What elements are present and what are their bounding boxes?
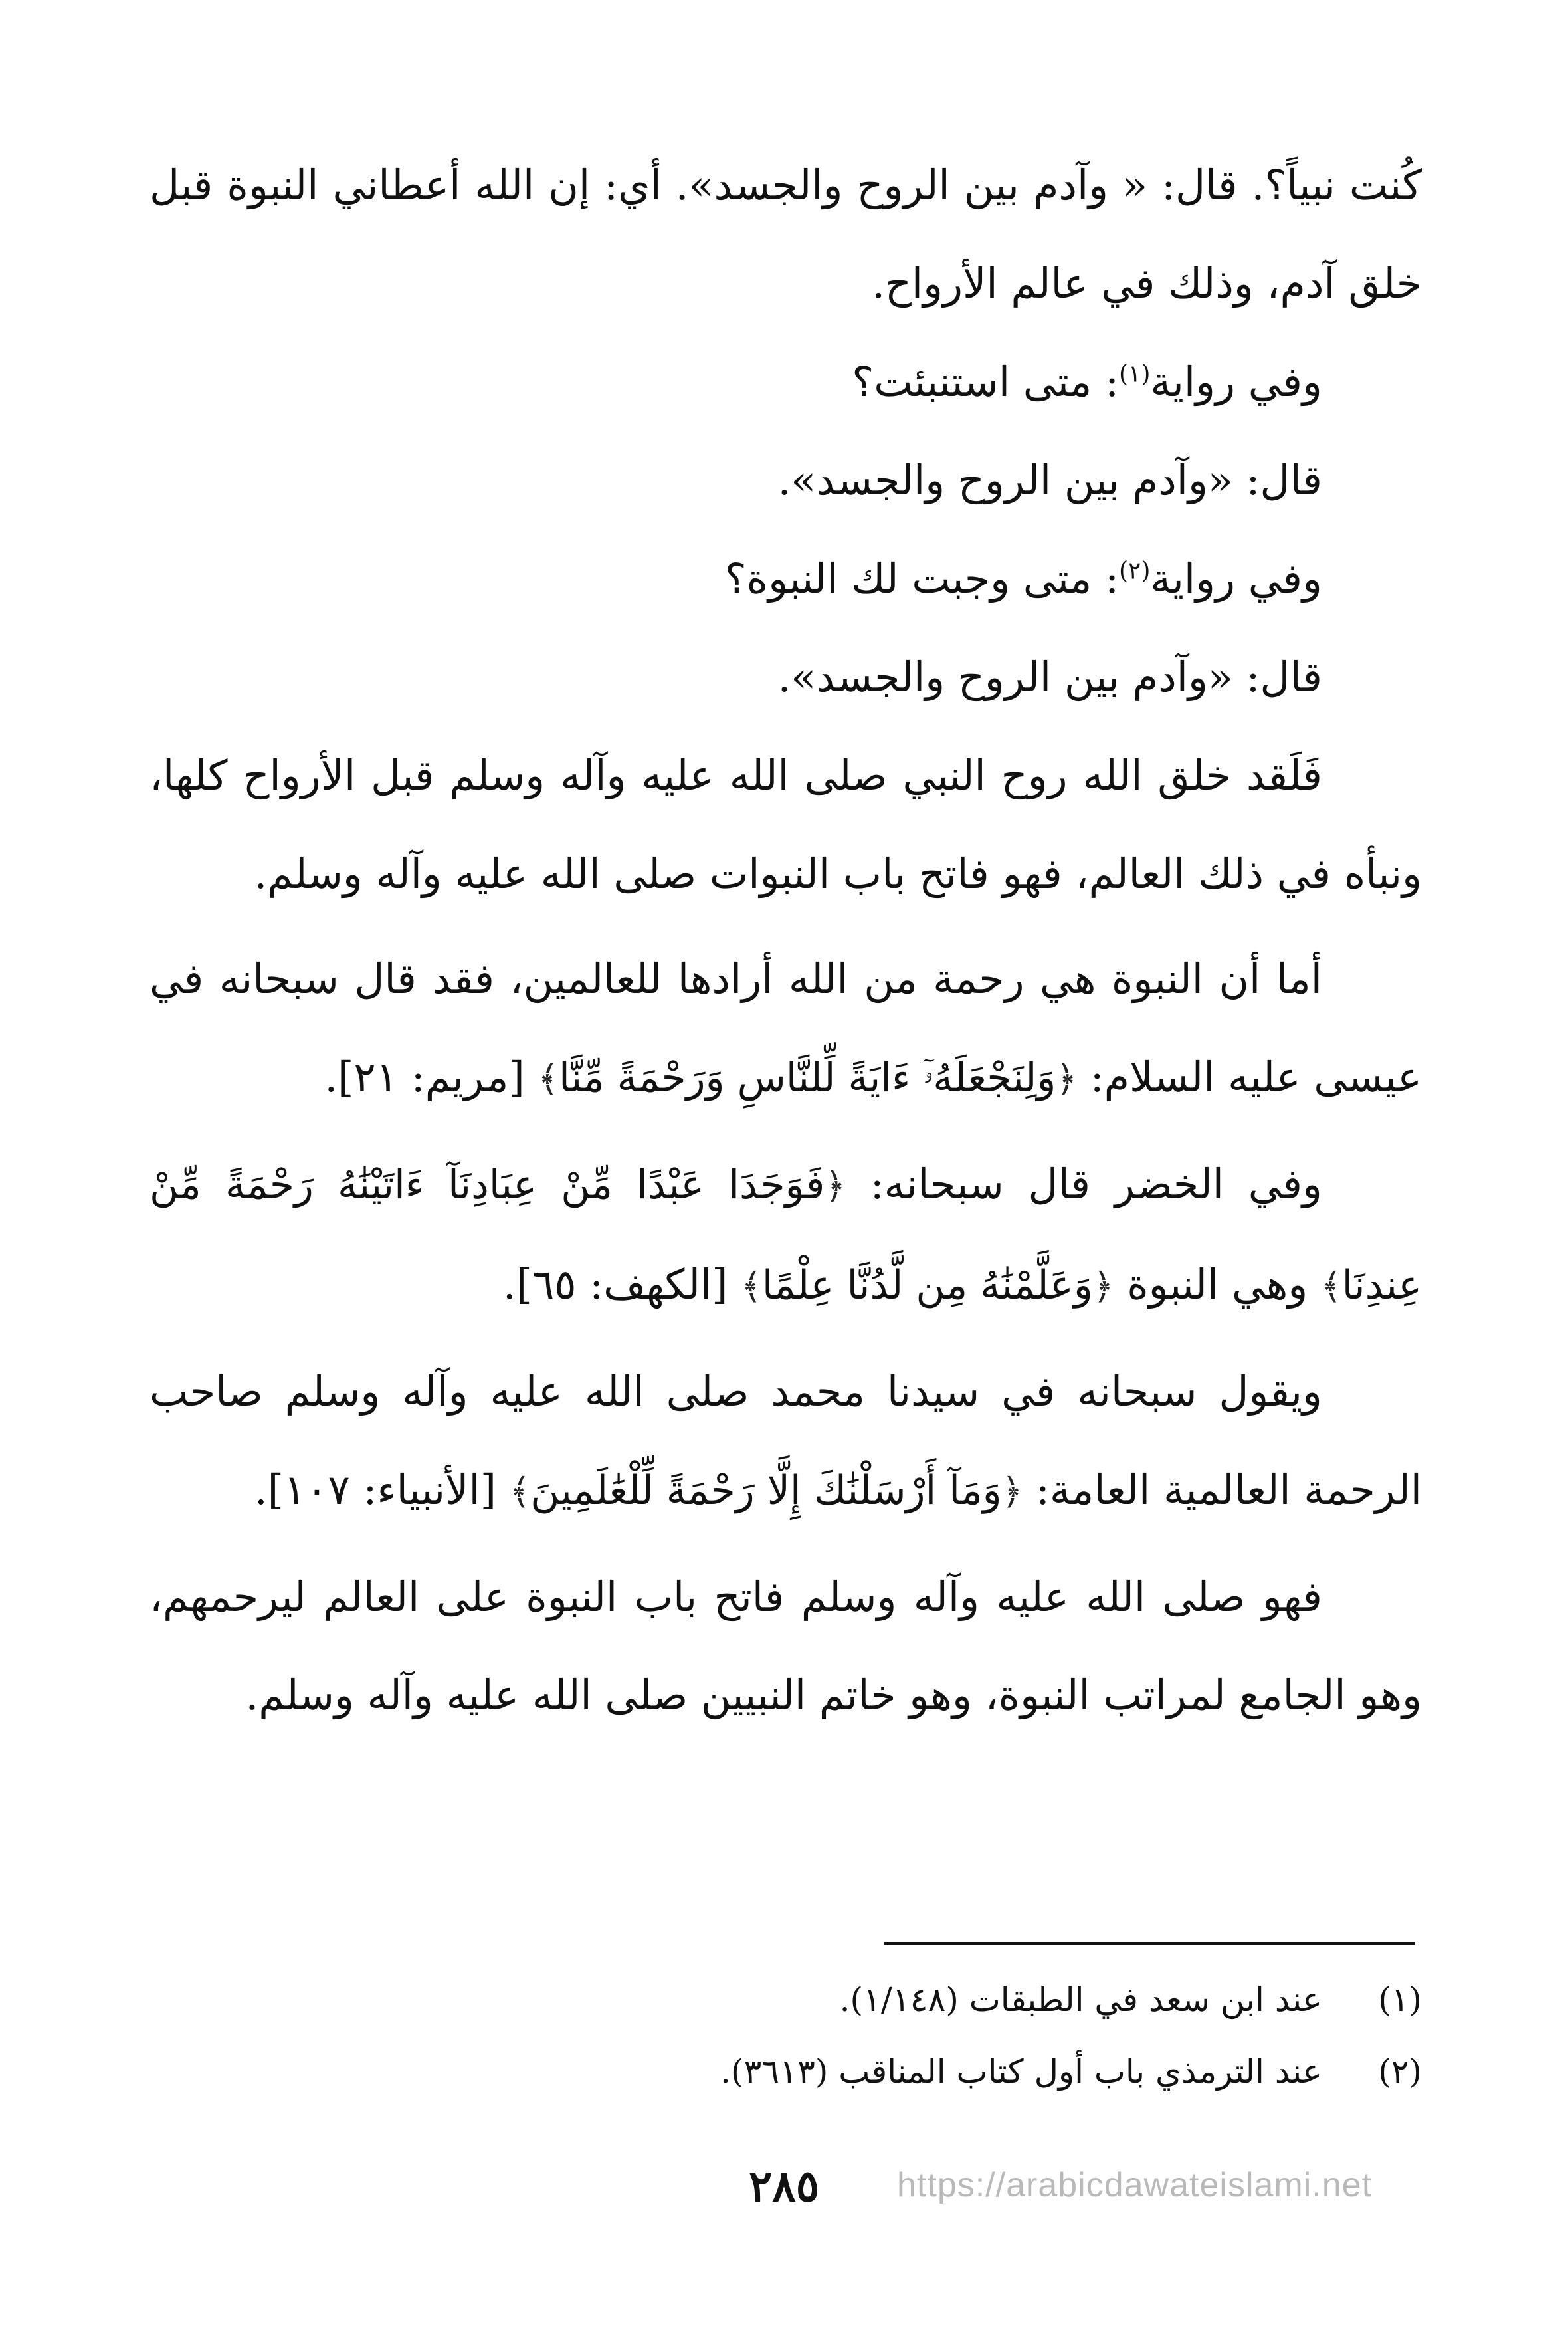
footnote-number: (٢) [1378, 2052, 1422, 2091]
verse-open-bracket: ﴿ [1092, 1265, 1114, 1307]
paragraph-text: وهي النبوة [1114, 1260, 1321, 1309]
quran-verse: وَعَلَّمْنَٰهُ مِن لَّدُنَّا عِلْمًا [761, 1262, 1093, 1309]
quran-verse: وَلِنَجْعَلَهُۥٓ ءَايَةً لِّلنَّاسِ وَرَحْمَةً مِّنَّا [559, 1055, 1056, 1101]
main-text [149, 136, 1422, 1745]
paragraph-text: قال: «وآدم بين الروح والجسد». [777, 653, 1322, 701]
verse-open-bracket: ﴿ [825, 1165, 846, 1207]
paragraph-text: وفي الخضر قال سبحانه: [845, 1160, 1323, 1208]
paragraph-3 [149, 431, 1422, 530]
footnote-ref-2[interactable]: (٢) [1118, 557, 1151, 585]
paragraph-text: ويقول سبحانه في سيدنا محمد صلى الله عليه وآله وسلم صاحب الرحمة العالمية العامة: [149, 1367, 1422, 1514]
footnote-text: عند الترمذي باب أول كتاب المناقب (٣٦١٣). [720, 2052, 1322, 2091]
paragraph-text: وفي رواية [1150, 358, 1322, 406]
paragraph-text: فَلَقد خلق الله روح النبي صلى الله عليه وآله وسلم قبل الأرواح كلها، ونبأه في ذلك العالم، فهو فاتح باب النبوات صلى الله عليه وآله وسلم. [149, 751, 1422, 898]
footnote-text: عند ابن سعد في الطبقات (١/١٤٨). [839, 1980, 1322, 2019]
paragraph-text: فهو صلى الله عليه وآله وسلم فاتح باب النبوة على العالم ليرحمهم، وهو الجامع لمراتب النبوة، وهو خاتم النبيين صلى الله عليه وآله وسلم. [149, 1572, 1422, 1719]
quran-verse: فَوَجَدَا عَبْدًا مِّنْ عِبَادِنَآ ءَاتَيْنَٰهُ رَحْمَةً مِّنْ عِندِنَا [149, 1162, 1422, 1309]
paragraph-text: : متى وجبت لك النبوة؟ [724, 554, 1119, 603]
quran-verse: وَمَآ أَرْسَلْنَٰكَ إِلَّا رَحْمَةً لِّلْعَٰلَمِينَ [530, 1467, 1002, 1514]
paragraph-7 [149, 930, 1422, 1128]
verse-close-bracket: ﴾ [1320, 1265, 1342, 1307]
verse-close-bracket: ﴾ [538, 1058, 559, 1100]
paragraph-5 [149, 628, 1422, 726]
paragraph-4 [149, 530, 1422, 628]
footnote-2 [598, 2036, 1422, 2107]
watermark-url: https://arabicdawateislami.net [897, 2166, 1373, 2204]
footnote-divider [884, 1942, 1415, 1945]
paragraph-9 [149, 1342, 1422, 1541]
verse-reference: [مريم: ٢١]. [324, 1053, 538, 1101]
footnote-1 [598, 1964, 1422, 2036]
paragraph-text: كُنت نبياً؟. قال: « وآدم بين الروح والجسد». أي: إن الله أعطاني النبوة قبل خلق آدم، وذلك في عالم الأرواح. [149, 161, 1422, 308]
paragraph-8 [149, 1135, 1422, 1336]
paragraph-1 [149, 136, 1422, 333]
verse-reference: [الكهف: ٦٥]. [503, 1260, 741, 1309]
paragraph-6 [149, 726, 1422, 923]
paragraph-text: أما أن النبوة هي رحمة من الله أرادها للعالمين، فقد قال سبحانه في عيسى عليه السلام: [149, 954, 1422, 1101]
paragraph-10 [149, 1548, 1422, 1745]
footnotes [598, 1964, 1422, 2107]
page-number: ٢٨٥ [748, 2160, 820, 2212]
paragraph-text: : متى استنبئت؟ [852, 358, 1119, 406]
verse-open-bracket: ﴿ [1001, 1471, 1023, 1513]
verse-close-bracket: ﴾ [741, 1265, 762, 1307]
footnote-ref-1[interactable]: (١) [1118, 360, 1151, 388]
verse-reference: [الأنبياء: ١٠٧]. [254, 1465, 510, 1514]
verse-close-bracket: ﴾ [509, 1471, 531, 1513]
paragraph-2 [149, 333, 1422, 431]
paragraph-text: قال: «وآدم بين الروح والجسد». [777, 456, 1322, 504]
footnote-number: (١) [1378, 1980, 1422, 2019]
paragraph-text: وفي رواية [1150, 554, 1322, 603]
verse-open-bracket: ﴿ [1056, 1058, 1078, 1100]
